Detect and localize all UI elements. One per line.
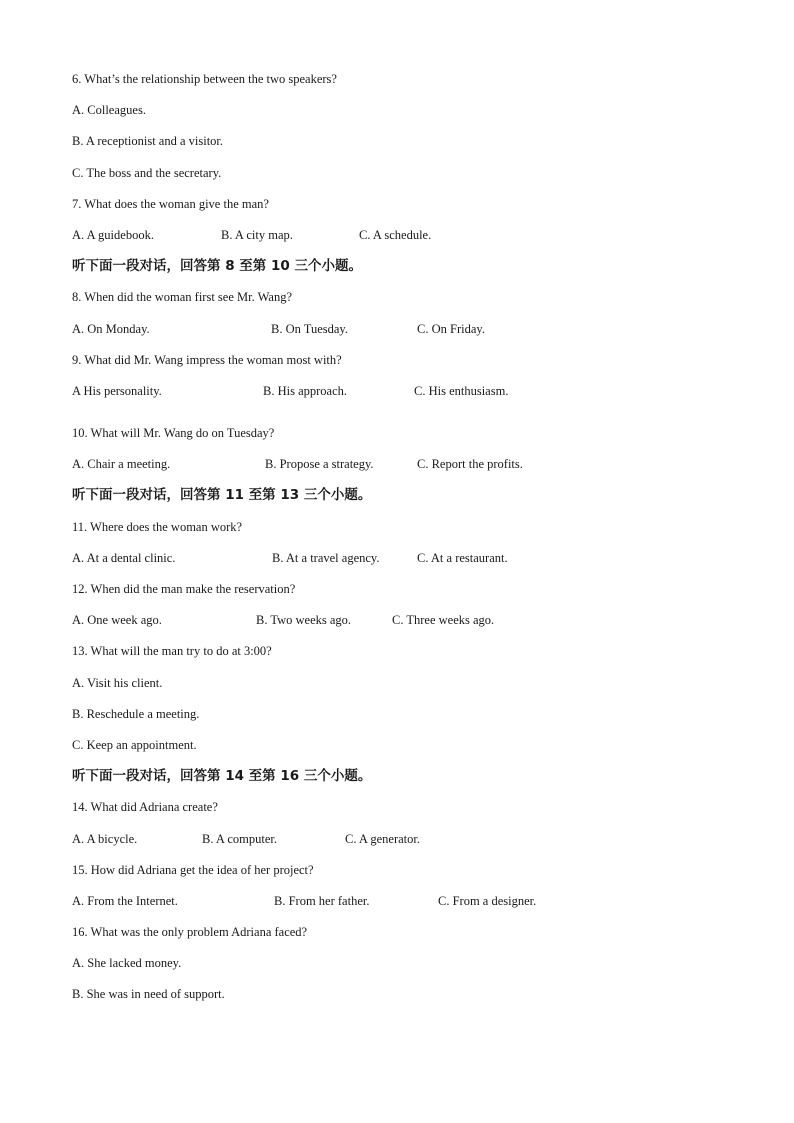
question-7: 7. What does the woman give the man? xyxy=(72,196,269,211)
option-7c: C. A schedule. xyxy=(359,227,432,242)
option-7a: A. A guidebook. xyxy=(72,227,154,242)
option-13a: A. Visit his client. xyxy=(72,675,163,690)
options-10 xyxy=(72,449,732,480)
options-8 xyxy=(72,314,732,345)
question-6: 6. What’s the relationship between the two speakers? xyxy=(72,72,337,86)
option-9a: A His personality. xyxy=(72,383,162,398)
option-15a: A. From the Internet. xyxy=(72,893,178,908)
question-9: 9. What did Mr. Wang impress the woman most with? xyxy=(72,352,342,367)
options-11 xyxy=(72,543,732,574)
options-15 xyxy=(72,886,732,917)
option-15b: B. From her father. xyxy=(274,893,370,908)
options-14 xyxy=(72,824,732,855)
option-12b: B. Two weeks ago. xyxy=(256,613,352,628)
options-12 xyxy=(72,605,732,636)
question-10: 10. What will Mr. Wang do on Tuesday? xyxy=(72,426,275,441)
option-8a: A. On Monday. xyxy=(72,321,150,336)
option-7b: B. A city map. xyxy=(221,227,293,242)
option-10a: A. Chair a meeting. xyxy=(72,457,171,472)
option-11b: B. At a travel agency. xyxy=(272,550,380,565)
section-heading-8-10: 听下面一段对话，回答第 8 至第 10 三个小题。 xyxy=(72,258,362,275)
option-10c: C. Report the profits. xyxy=(417,457,523,472)
question-11: 11. Where does the woman work? xyxy=(72,519,243,534)
options-9 xyxy=(72,376,732,407)
option-14a: A. A bicycle. xyxy=(72,831,138,846)
option-16b: B. She was in need of support. xyxy=(72,987,225,1002)
option-9c: C. His enthusiasm. xyxy=(414,383,509,398)
option-15c: C. From a designer. xyxy=(438,893,537,908)
option-6c: C. The boss and the secretary. xyxy=(72,165,222,180)
option-10b: B. Propose a strategy. xyxy=(265,457,374,472)
option-16a: A. She lacked money. xyxy=(72,956,182,971)
question-15: 15. How did Adriana get the idea of her project? xyxy=(72,862,314,877)
option-13c: C. Keep an appointment. xyxy=(72,737,197,752)
option-9b: B. His approach. xyxy=(263,383,348,398)
option-8c: C. On Friday. xyxy=(417,321,485,336)
option-6b: B. A receptionist and a visitor. xyxy=(72,134,224,149)
document-page xyxy=(72,64,732,1011)
option-14c: C. A generator. xyxy=(345,831,420,846)
option-11c: C. At a restaurant. xyxy=(417,550,508,565)
question-8: 8. When did the woman first see Mr. Wang? xyxy=(72,290,293,305)
option-8b: B. On Tuesday. xyxy=(271,321,348,336)
question-12: 12. When did the man make the reservation? xyxy=(72,582,296,596)
option-12c: C. Three weeks ago. xyxy=(392,613,495,628)
option-14b: B. A computer. xyxy=(202,831,277,846)
section-heading-11-13: 听下面一段对话，回答第 11 至第 13 三个小题。 xyxy=(72,487,372,504)
question-14: 14. What did Adriana create? xyxy=(72,800,218,815)
option-6a: A. Colleagues. xyxy=(72,103,146,118)
options-7 xyxy=(72,220,732,251)
question-13: 13. What will the man try to do at 3:00? xyxy=(72,644,272,659)
option-11a: A. At a dental clinic. xyxy=(72,550,176,565)
option-12a: A. One week ago. xyxy=(72,613,162,628)
question-16: 16. What was the only problem Adriana faced? xyxy=(72,925,308,940)
section-heading-14-16: 听下面一段对话，回答第 14 至第 16 三个小题。 xyxy=(72,768,372,785)
spacer xyxy=(72,407,732,418)
option-13b: B. Reschedule a meeting. xyxy=(72,706,200,721)
